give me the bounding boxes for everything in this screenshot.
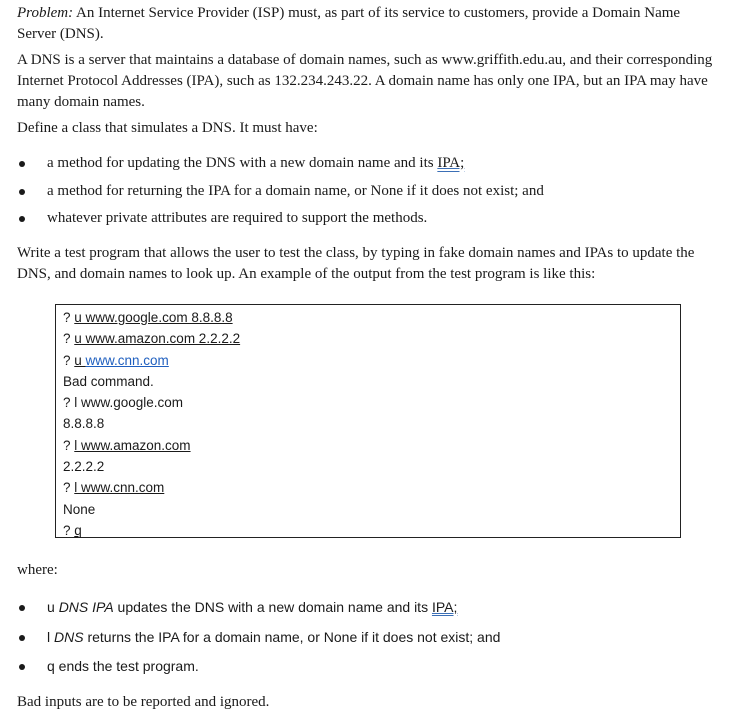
bullet-icon <box>19 664 25 670</box>
list-item <box>17 153 717 181</box>
list-item-text: a method for returning the IPA for a domain name, or None if it does not exist; and <box>47 182 544 199</box>
list-item-tail: IPA; <box>437 155 465 171</box>
output-line: ? l www.google.com <box>63 395 184 411</box>
list-item: q ends the test program. <box>17 656 717 686</box>
output-line: None <box>63 501 96 517</box>
output-line: ? u www.google.com 8.8.8.8 <box>63 310 233 325</box>
list-item: u DNS IPA updates the DNS with a new domain name and its IPA; <box>17 597 717 627</box>
problem-label: Problem: <box>17 5 74 21</box>
output-line: ? u www.cnn.com <box>63 352 169 368</box>
bullet-icon <box>19 216 25 222</box>
list-item: l DNS returns the IPA for a domain name, or None if it does not exist; and <box>17 627 717 657</box>
output-line: Bad command. <box>63 373 154 389</box>
list-item-text: whatever private attributes are required to support the methods. <box>47 210 428 226</box>
cnn-link[interactable]: www.cnn.com <box>85 352 169 368</box>
problem-paragraph <box>17 3 717 45</box>
output-line: ? l www.amazon.com <box>63 437 191 453</box>
output-line: 8.8.8.8 <box>63 416 105 432</box>
list-item <box>17 181 717 209</box>
commands-list <box>17 597 717 686</box>
bullet-icon <box>19 635 25 641</box>
define-paragraph: Define a class that simulates a DNS. It must have: <box>17 120 318 136</box>
bullet-icon <box>19 189 25 195</box>
bullet-icon <box>19 161 25 167</box>
output-line: ? q <box>63 522 82 538</box>
closing-paragraph: Bad inputs are to be reported and ignored. <box>17 694 270 710</box>
output-line: ? u www.amazon.com 2.2.2.2 <box>63 331 241 347</box>
bullet-icon <box>19 605 25 611</box>
output-line: ? l www.cnn.com <box>63 480 165 496</box>
requirements-list <box>17 153 717 236</box>
dns-paragraph: A DNS is a server that maintains a database of domain names, such as www.griffith.edu.au, and their corresponding Internet Protocol Addresses (IPA), such as 132.234.243.22. A domain name has only one IPA, but an IPA may have many domain names. <box>17 52 713 110</box>
list-item <box>17 208 717 236</box>
problem-text: An Internet Service Provider (ISP) must, as part of its service to customers, provide a Domain Name Server (DNS). <box>17 5 681 42</box>
test-paragraph: Write a test program that allows the user to test the class, by typing in fake domain names and IPAs to update the DNS, and domain names to look up. An example of the output from the test program is like this: <box>17 245 695 282</box>
where-label: where: <box>17 562 58 578</box>
list-item-text: a method for updating the DNS with a new domain name and its <box>47 155 438 171</box>
output-line: 2.2.2.2 <box>63 459 105 475</box>
example-output-box <box>55 304 681 538</box>
